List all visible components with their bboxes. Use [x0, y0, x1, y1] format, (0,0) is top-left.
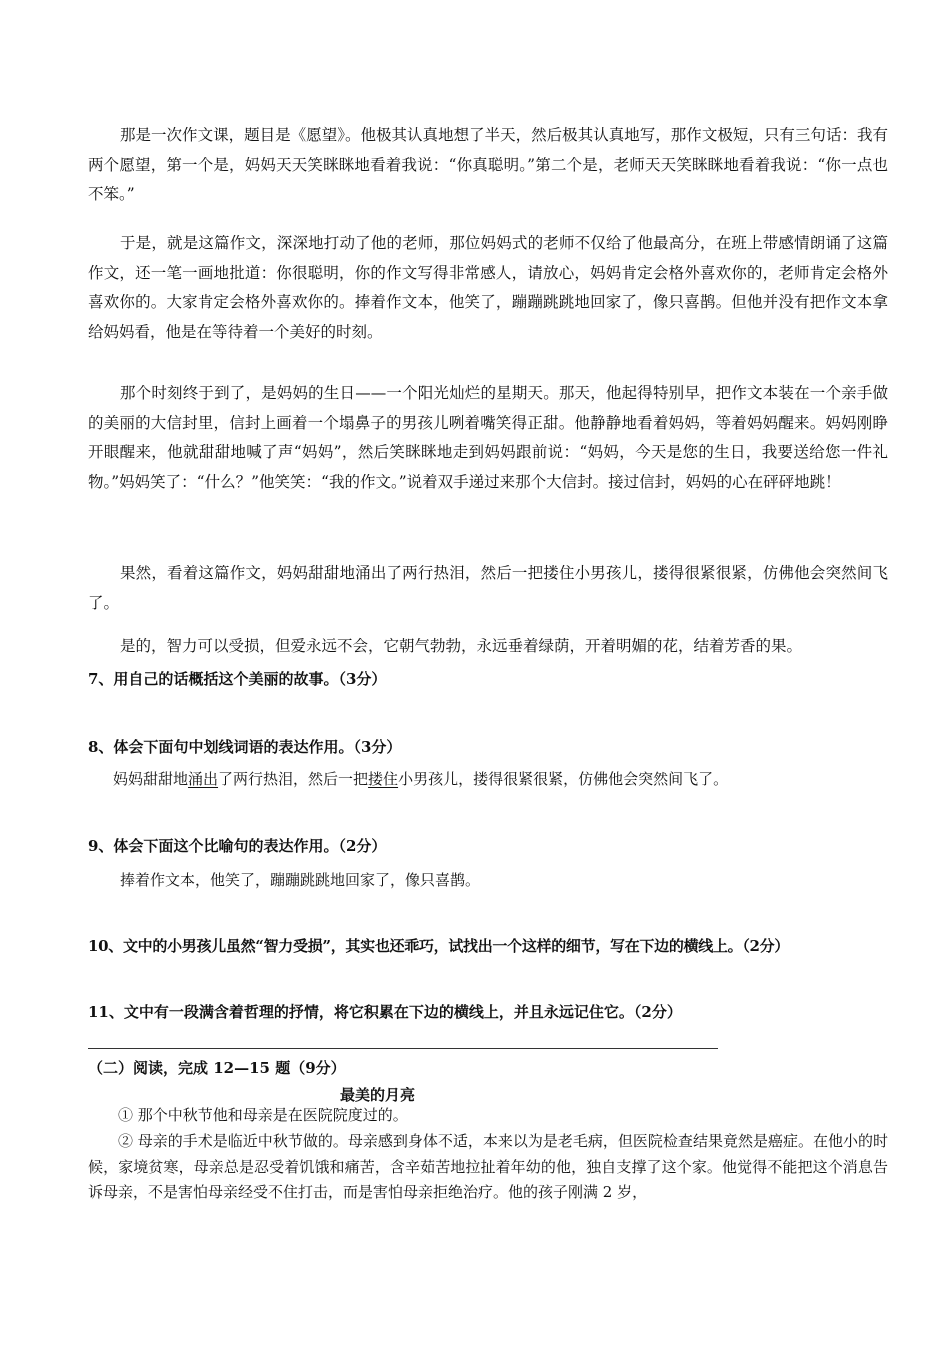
story-paragraph-5: 是的，智力可以受损，但爱永远不会，它朝气勃勃，永远垂着绿荫，开着明媚的花，结着芳香的果。	[120, 637, 803, 655]
question-9-sentence: 捧着作文本，他笑了，蹦蹦跳跳地回家了，像只喜鹊。	[120, 871, 481, 889]
story-paragraph-3: 那个时刻终于到了，是妈妈的生日——一个阳光灿烂的星期天。那天，他起得特别早，把作文本装在一个亲手做的美丽的大信封里，信封上画着一个塌鼻子的男孩儿咧着嘴笑得正甜。他静静地看着妈妈，等着妈妈醒来。妈妈刚睁开眼醒来，他就甜甜地喊了声“妈妈”，然后笑眯眯地走到妈妈跟前说：“妈妈，今天是您的生日，我要送给您一件礼物。”妈妈笑了：“什么？”他笑笑：“我的作文。”说着双手递过来那个大信封。接过信封，妈妈的心在砰砰地跳！	[88, 384, 888, 491]
question-8-sentence	[113, 768, 728, 789]
sentence-text: 小男孩儿，搂得很紧很紧，仿佛他会突然间飞了。	[398, 770, 729, 788]
story-paragraph-4: 果然，看着这篇作文，妈妈甜甜地涌出了两行热泪，然后一把搂住小男孩儿，搂得很紧很紧，仿佛他会突然间飞了。	[88, 564, 888, 612]
story-paragraph-1: 那是一次作文课，题目是《愿望》。他极其认真地想了半天，然后极其认真地写，那作文极短，只有三句话：我有两个愿望，第一个是，妈妈天天笑眯眯地看着我说：“你真聪明。”第二个是，老师天天笑眯眯地看着我说：“你一点也不笨。”	[88, 126, 888, 203]
article-paragraph-2: ② 母亲的手术是临近中秋节做的。母亲感到身体不适，本来以为是老毛病，但医院检查结果竟然是癌症。在他小的时候，家境贫寒，母亲总是忍受着饥饿和痛苦，含辛茹苦地拉扯着年幼的他，独自支撑了这个家。他觉得不能把这个消息告诉母亲，不是害怕母亲经受不住打击，而是害怕母亲拒绝治疗。他的孩子刚满 2 岁，	[88, 1132, 888, 1201]
underlined-word-yongchu: 涌出	[188, 770, 219, 788]
section-2-heading: （二）阅读，完成 12—15 题（9分）	[88, 1059, 346, 1077]
underlined-word-louzhu: 搂住	[368, 770, 399, 788]
question-9: 9、体会下面这个比喻句的表达作用。（2分）	[88, 837, 387, 855]
sentence-text: 妈妈甜甜地	[113, 770, 189, 788]
question-8: 8、体会下面句中划线词语的表达作用。（3分）	[88, 738, 402, 756]
question-7: 7、用自己的话概括这个美丽的故事。（3分）	[88, 670, 387, 688]
sentence-text: 了两行热泪，然后一把	[218, 770, 369, 788]
article-paragraph-1: ① 那个中秋节他和母亲是在医院院度过的。	[118, 1106, 408, 1124]
article-title: 最美的月亮	[340, 1086, 416, 1104]
answer-line	[88, 1048, 718, 1049]
question-11: 11、文中有一段满含着哲理的抒情，将它积累在下边的横线上，并且永远记住它。（2分）	[88, 1003, 682, 1021]
story-paragraph-2: 于是，就是这篇作文，深深地打动了他的老师，那位妈妈式的老师不仅给了他最高分，在班上带感情朗诵了这篇作文，还一笔一画地批道：你很聪明，你的作文写得非常感人，请放心，妈妈肯定会格外喜欢你的，老师肯定会格外喜欢你的。大家肯定会格外喜欢你的。捧着作文本，他笑了，蹦蹦跳跳地回家了，像只喜鹊。但他并没有把作文本拿给妈妈看，他是在等待着一个美好的时刻。	[88, 234, 888, 341]
question-10: 10、文中的小男孩儿虽然“智力受损”，其实也还乖巧，试找出一个这样的细节，写在下边的横线上。（2分）	[88, 937, 790, 955]
